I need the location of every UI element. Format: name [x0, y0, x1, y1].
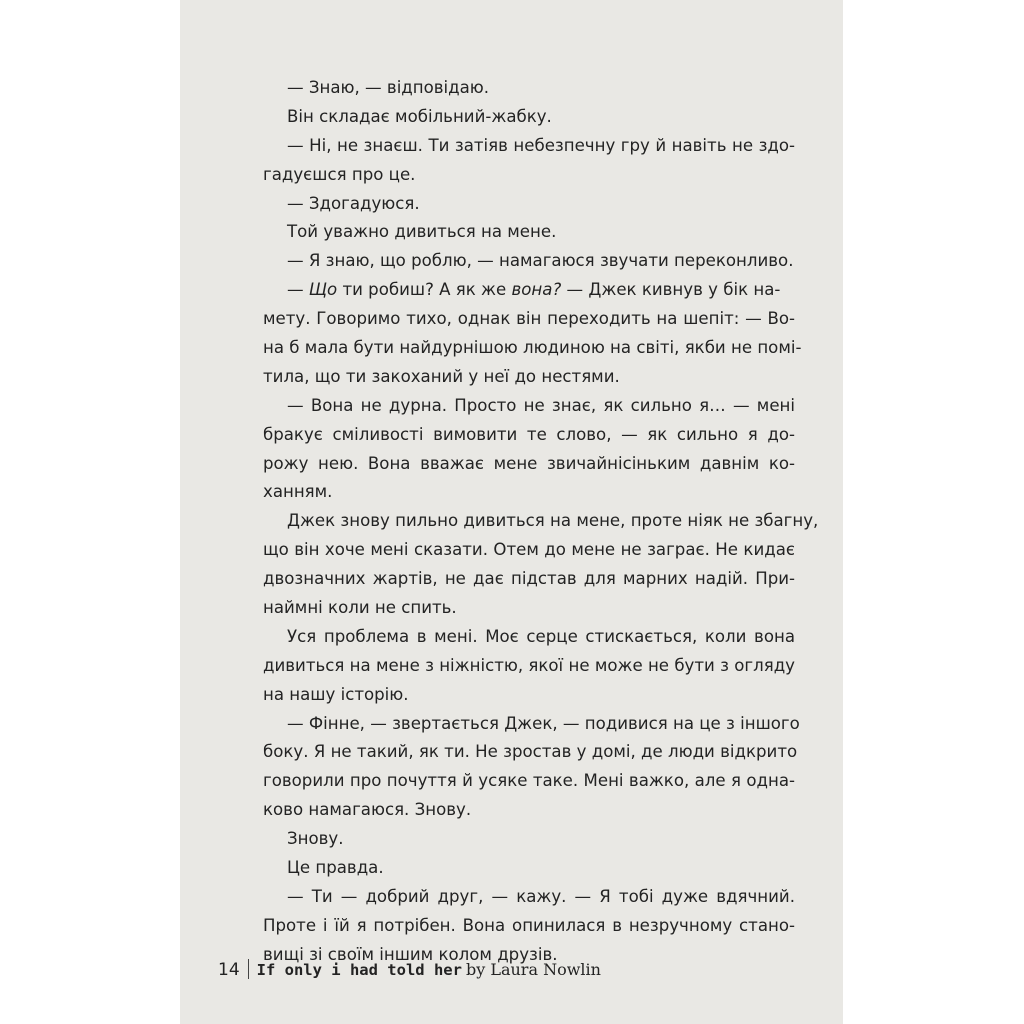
text-line: — Я знаю, що роблю, — намагаюся звучати переконливо. — [287, 251, 794, 271]
running-title: If only i had told her — [256, 961, 462, 979]
text-line: дивиться на мене з ніжністю, якої не може не бути з огляду — [263, 655, 795, 675]
text-line: на б мала бути найдурнішою людиною на світі, якби не помі- — [263, 338, 802, 358]
running-author: by Laura Nowlin — [465, 960, 601, 979]
text-line: — Ти — добрий друг, — кажу. — Я тобі дуже вдячний. — [287, 886, 795, 906]
text-line: двозначних жартів, не дає підстав для марних надій. При- — [263, 569, 795, 589]
text-line: боку. Я не такий, як ти. Не зростав у домі, де люди відкрито — [263, 742, 798, 762]
text-line: Джек знову пильно дивиться на мене, проте ніяк не збагну, — [287, 511, 819, 531]
text-line: рожу нею. Вона вважає мене звичайнісіньким давнім ко- — [263, 453, 795, 473]
text-span: ти робиш? А як же — [337, 280, 512, 300]
text-line: ханням. — [263, 482, 333, 502]
text-line: що він хоче мені сказати. Отем до мене не заграє. Не кидає — [263, 540, 795, 560]
text-line: ково намагаюся. Знову. — [263, 800, 472, 820]
text-line: гадуєшся про це. — [263, 164, 416, 184]
text-span: — Джек кивнув у бік на- — [561, 280, 781, 300]
text-line: Проте і їй я потрібен. Вона опинилася в незручному стано- — [263, 915, 795, 935]
text-line: Це правда. — [287, 858, 384, 878]
book-page — [180, 0, 843, 1024]
text-line: Знову. — [287, 829, 344, 849]
text-line: бракує сміливості вимовити те слово, — як сильно я до- — [263, 424, 795, 444]
text-line: — Що ти робиш? А як же вона? — Джек кивнув у бік на- — [287, 280, 781, 300]
italic-word: Що — [308, 280, 338, 300]
page-footer — [218, 957, 601, 983]
page-number: 14 — [218, 960, 240, 980]
text-line: мету. Говоримо тихо, однак він переходить на шепіт: — Во- — [263, 309, 795, 329]
text-line: на нашу історію. — [263, 684, 409, 704]
text-line: Той уважно дивиться на мене. — [287, 222, 557, 242]
text-line: — Знаю, — відповідаю. — [287, 78, 490, 97]
text-line: — Здогадуюся. — [287, 193, 420, 213]
text-line: Він складає мобільний-жабку. — [287, 106, 552, 126]
text-line: — Вона не дурна. Просто не знає, як сильно я… — мені — [287, 395, 795, 415]
text-line: Уся проблема в мені. Моє серце стискається, коли вона — [287, 626, 795, 646]
text-line: — Фінне, — звертається Джек, — подивися на це з іншого — [287, 713, 800, 733]
text-line: — Ні, не знаєш. Ти затіяв небезпечну гру й навіть не здо- — [287, 135, 795, 155]
italic-word: вона? — [511, 280, 562, 300]
page-body-text — [263, 74, 819, 970]
text-line: вищі зі своїм іншим колом друзів. — [263, 944, 558, 964]
text-line: говорили про почуття й усяке таке. Мені важко, але я одна- — [263, 771, 795, 791]
text-line: наймні коли не спить. — [263, 598, 457, 618]
text-line: тила, що ти закоханий у неї до нестями. — [263, 366, 620, 386]
footer-divider — [248, 959, 249, 979]
